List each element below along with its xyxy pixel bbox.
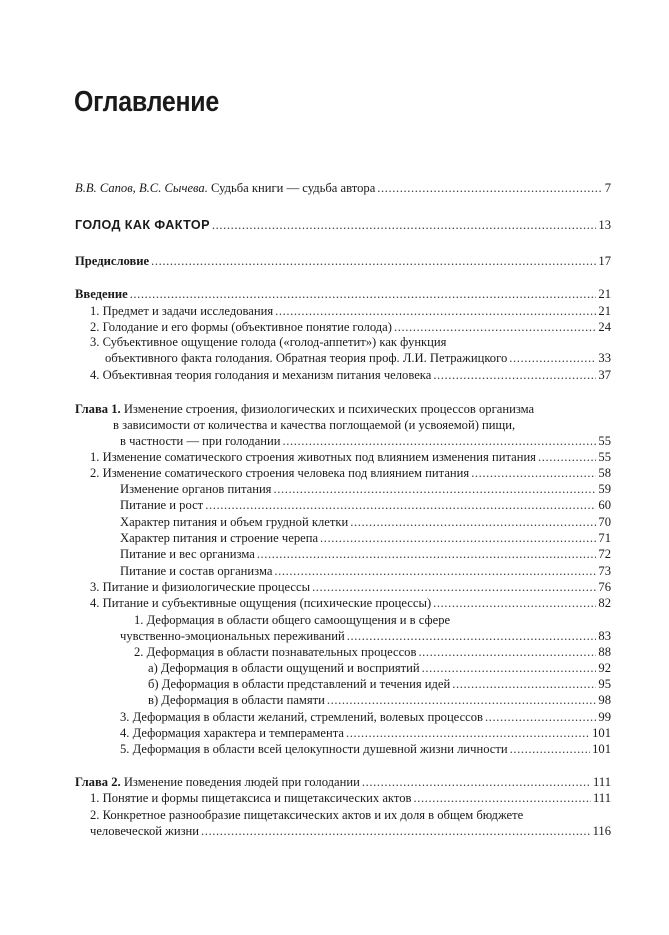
toc-entry-title-text: Изменение поведения людей при голодании	[123, 775, 360, 789]
toc-entry-title	[120, 547, 255, 561]
toc-entry-title	[90, 580, 310, 594]
page-number: 95	[598, 677, 611, 691]
page-number: 116	[592, 824, 611, 838]
dot-leader	[538, 450, 596, 464]
toc-entry-row	[90, 580, 611, 594]
toc-entry-title-text: 5. Деформация в области всей целокупности душевной жизни личности	[120, 742, 508, 756]
toc-entry-title	[148, 661, 420, 675]
toc-entry-text-line: 2. Конкретное разнообразие пищетаксических актов и их доля в общем бюджете	[90, 808, 524, 822]
toc-entry-row	[90, 368, 611, 382]
toc-entry-title-text: 1. Предмет и задачи исследования	[90, 304, 274, 318]
toc-entry-title	[120, 710, 483, 724]
dot-leader	[509, 351, 596, 365]
toc-entry-title	[120, 726, 344, 740]
toc-entry-title-text: 1. Изменение соматического строения животных под влиянием изменения питания	[90, 450, 536, 464]
toc-entry-title	[90, 304, 273, 318]
toc-entry-row	[75, 218, 611, 232]
toc-entry-title-text: 2. Изменение соматического строения человека под влиянием питания	[90, 466, 470, 480]
page-number: 92	[598, 661, 611, 675]
toc-entry-title	[75, 287, 128, 301]
toc-entry-row	[120, 564, 611, 578]
toc-entry-row	[90, 824, 611, 838]
toc-entry-title-text: в частности — при голодании	[120, 434, 281, 448]
toc-entry-title-text: Питание и состав организма	[120, 564, 273, 578]
toc-entry-row	[75, 287, 611, 301]
toc-entry-title-text: 1. Понятие и формы пищетаксиса и пищетаксических актов	[90, 791, 412, 805]
dot-leader	[433, 596, 596, 610]
toc-entry-title	[120, 498, 203, 512]
dot-leader	[347, 629, 597, 643]
toc-entry-title-text: чувственно-эмоциональных переживаний	[120, 629, 345, 643]
page-number: 71	[598, 531, 611, 545]
dot-leader	[394, 320, 596, 334]
toc-entry-title-text: ГОЛОД КАК ФАКТОР	[75, 218, 210, 232]
page-number: 33	[598, 351, 611, 365]
toc-entry-title-text: 3. Деформация в области желаний, стремлений, волевых процессов	[120, 710, 484, 724]
dot-leader	[422, 661, 597, 675]
toc-entry-row	[148, 693, 611, 707]
toc-entry-title	[75, 775, 360, 789]
page-number: 76	[598, 580, 611, 594]
toc-entry-title-text: 4. Объективная теория голодания и механизм питания человека	[90, 368, 432, 382]
dot-leader	[327, 693, 596, 707]
toc-entry-title-text: Питание и вес организма	[120, 547, 255, 561]
toc-entry-row	[75, 254, 611, 268]
toc-entry-row	[105, 351, 611, 365]
toc-entry-row	[90, 320, 611, 334]
toc-entry-title-text: 3. Питание и физиологические процессы	[90, 580, 311, 594]
toc-entry-title	[134, 645, 416, 659]
toc-entry-text-line: 1. Деформация в области общего самоощущения и в сфере	[134, 613, 451, 627]
toc-entry-row	[75, 181, 611, 195]
toc-entry-line	[90, 808, 523, 822]
page-number: 55	[598, 434, 611, 448]
dot-leader	[452, 677, 596, 691]
dot-leader	[130, 287, 597, 301]
toc-entry-row	[120, 726, 611, 740]
toc-entry-title	[90, 466, 469, 480]
toc-entry-title	[148, 693, 325, 707]
toc-entry-title	[120, 531, 318, 545]
toc-entry-row	[90, 450, 611, 464]
dot-leader	[510, 742, 590, 756]
toc-entry-title-text: Введение	[75, 287, 128, 301]
dot-leader	[275, 304, 596, 318]
toc-entry-row	[148, 677, 611, 691]
dot-leader	[274, 564, 596, 578]
page-number: 99	[598, 710, 611, 724]
chapter-label: Глава 2.	[75, 775, 121, 789]
toc-entry-line	[134, 613, 450, 627]
dot-leader	[485, 710, 596, 724]
toc-entry-row	[120, 547, 611, 561]
page-number: 59	[598, 482, 611, 496]
toc-entry-row	[148, 661, 611, 675]
toc-entry-title	[120, 515, 348, 529]
toc-entry-title-text: 4. Питание и субъективные ощущения (психические процессы)	[90, 596, 432, 610]
toc-entry-row	[120, 434, 611, 448]
toc-entry-title	[75, 254, 149, 268]
toc-entry-row	[90, 596, 611, 610]
toc-entry-title-text: 4. Деформация характера и темперамента	[120, 726, 344, 740]
page-number: 7	[604, 181, 611, 195]
toc-entry-row	[90, 304, 611, 318]
dot-leader	[205, 498, 596, 512]
toc-entry-row	[90, 791, 611, 805]
toc-entry-title-text: объективного факта голодания. Обратная теория проф. Л.И. Петражицкого	[105, 351, 508, 365]
toc-entry-title-text: Питание и рост	[120, 498, 204, 512]
toc-entry-title-text: а) Деформация в области ощущений и восприятий	[148, 661, 420, 675]
page-number: 72	[598, 547, 611, 561]
toc-entry-title-text: 2. Голодание и его формы (объективное понятие голода)	[90, 320, 392, 334]
page-number: 13	[598, 218, 611, 232]
page-number: 82	[598, 596, 611, 610]
page-number: 101	[592, 742, 611, 756]
toc-entry-title-text: Изменение органов питания	[120, 482, 272, 496]
dot-leader	[212, 218, 597, 232]
page-number: 21	[598, 287, 611, 301]
chapter-label: Глава 1.	[75, 402, 121, 416]
page-number: 111	[593, 775, 611, 789]
page-number: 17	[598, 254, 611, 268]
toc-entry-row	[120, 482, 611, 496]
toc-entry-row	[90, 466, 611, 480]
toc-entry-row	[120, 742, 611, 756]
toc-entry-title	[105, 351, 507, 365]
toc-entry-text-line: в зависимости от количества и качества поглощаемой (и усвояемой) пищи,	[113, 418, 516, 432]
page-number: 111	[593, 791, 611, 805]
page-number: 83	[598, 629, 611, 643]
toc-entry-title	[120, 629, 345, 643]
toc-entry-title	[90, 596, 431, 610]
toc-entry-title	[75, 181, 375, 195]
toc-entry-title-text: Характер питания и строение черепа	[120, 531, 319, 545]
page-number: 70	[598, 515, 611, 529]
dot-leader	[350, 515, 596, 529]
toc-entry-title-text: Судьба книги — судьба автора	[211, 181, 376, 195]
toc-entry-title-text: Характер питания и объем грудной клетки	[120, 515, 349, 529]
toc-entry-title-text: в) Деформация в области памяти	[148, 693, 325, 707]
page-number: 37	[598, 368, 611, 382]
page-number: 88	[598, 645, 611, 659]
toc-entry-title	[90, 791, 411, 805]
toc-entry-title-text: человеческой жизни	[90, 824, 200, 838]
toc-entry-title-text: 2. Деформация в области познавательных процессов	[134, 645, 417, 659]
page-number: 101	[592, 726, 611, 740]
toc-entry-row	[120, 515, 611, 529]
dot-leader	[201, 824, 591, 838]
dot-leader	[418, 645, 596, 659]
toc-entry-row	[120, 629, 611, 643]
page-title: Оглавление	[74, 86, 219, 118]
toc-entry-title-text: Предисловие	[75, 254, 150, 268]
page-number: 58	[598, 466, 611, 480]
dot-leader	[471, 466, 596, 480]
toc-entry-title	[120, 742, 508, 756]
toc-entry-title	[90, 450, 536, 464]
dot-leader	[257, 547, 597, 561]
toc-entry-row	[120, 498, 611, 512]
toc-entry-title	[148, 677, 450, 691]
toc-entry-title	[75, 218, 210, 232]
dot-leader	[320, 531, 596, 545]
toc-entry-row	[134, 645, 611, 659]
toc-entry-title-text: б) Деформация в области представлений и течения идей	[148, 677, 451, 691]
toc-entry-title	[90, 368, 431, 382]
page-number: 60	[598, 498, 611, 512]
toc-entry-authors: В.В. Сапов, В.С. Сычева.	[75, 181, 208, 195]
dot-leader	[362, 775, 591, 789]
toc-entry-row	[120, 531, 611, 545]
toc-entry-title	[90, 824, 199, 838]
dot-leader	[377, 181, 602, 195]
toc-entry-row	[75, 775, 611, 789]
dot-leader	[283, 434, 597, 448]
dot-leader	[413, 791, 591, 805]
toc-entry-title	[90, 320, 392, 334]
toc-entry-line	[90, 335, 446, 349]
dot-leader	[346, 726, 590, 740]
toc-entry-title	[120, 482, 271, 496]
dot-leader	[433, 368, 596, 382]
toc-entry-title	[120, 564, 272, 578]
page-number: 73	[598, 564, 611, 578]
page-number: 55	[598, 450, 611, 464]
toc-entry-line	[75, 402, 534, 416]
toc-entry-title	[120, 434, 281, 448]
dot-leader	[273, 482, 596, 496]
toc-entry-text-line: 3. Субъективное ощущение голода («голод-аппетит») как функция	[90, 335, 447, 349]
page-number: 98	[598, 693, 611, 707]
toc-entry-row	[120, 710, 611, 724]
page-number: 21	[598, 304, 611, 318]
toc-entry-text-line: Изменение строения, физиологических и психических процессов организма	[123, 402, 535, 416]
dot-leader	[312, 580, 596, 594]
page-number: 24	[598, 320, 611, 334]
dot-leader	[151, 254, 596, 268]
